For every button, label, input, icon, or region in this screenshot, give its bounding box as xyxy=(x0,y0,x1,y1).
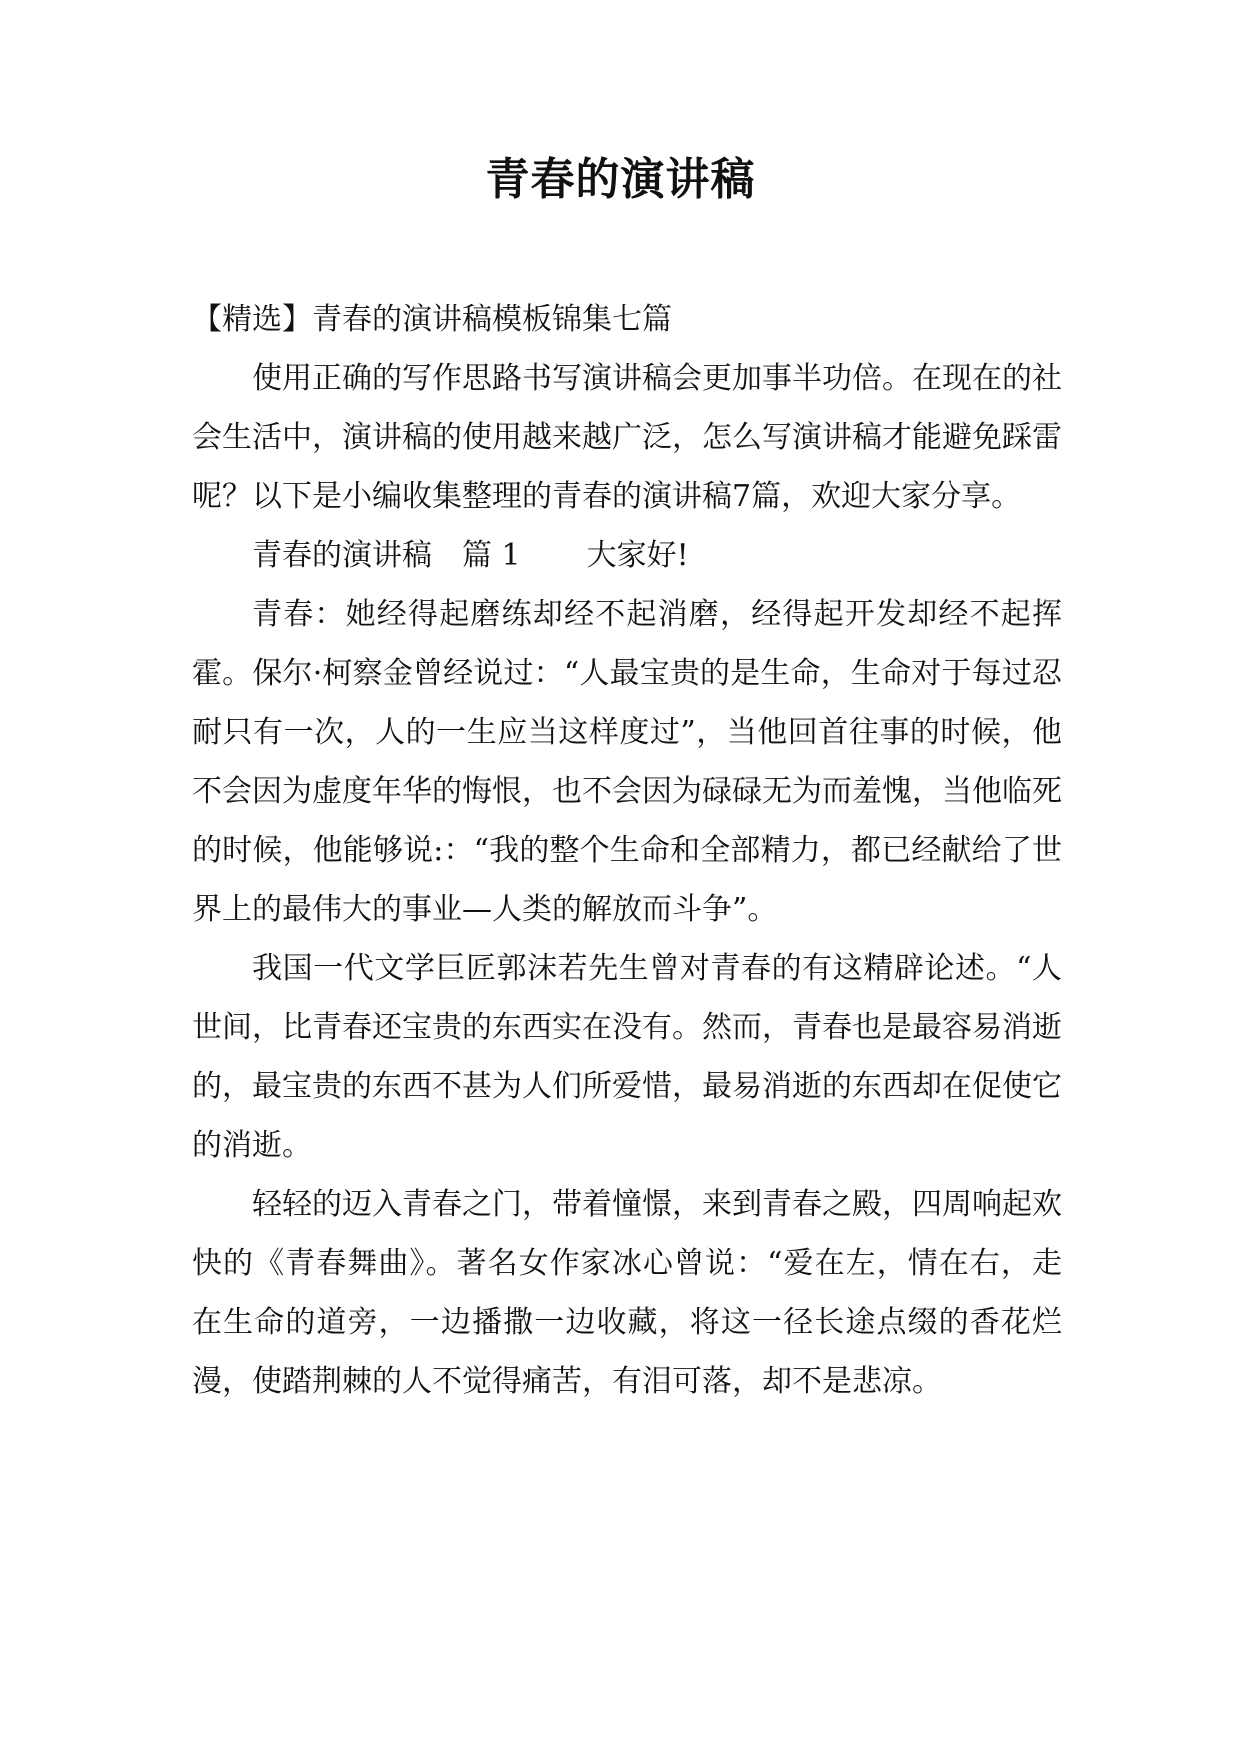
section-number: 篇 1 xyxy=(462,538,521,573)
document-title: 青春的演讲稿 xyxy=(485,154,756,205)
document-body xyxy=(192,290,1062,1411)
body-paragraph: 我国一代文学巨匠郭沫若先生曾对青春的有这精辟论述。“人世间，比青春还宝贵的东西实在没有。然而，青春也是最容易消逝的，最宝贵的东西不甚为人们所爱惜，最易消逝的东西却在促使它的消逝。 xyxy=(192,951,1062,1163)
body-paragraph: 青春：她经得起磨练却经不起消磨，经得起开发却经不起挥霍。保尔·柯察金曾经说过：“人最宝贵的是生命，生命对于每过忍耐只有一次，人的一生应当这样度过”，当他回首往事的时候，他不会因为虚度年华的悔恨，也不会因为碌碌无为而羞愧，当他临死的时候，他能够说:：“我的整个生命和全部精力，都已经献给了世界上的最伟大的事业—人类的解放而斗争”。 xyxy=(192,597,1062,927)
section-heading xyxy=(192,526,1062,585)
intro-paragraph: 使用正确的写作思路书写演讲稿会更加事半功倍。在现在的社会生活中，演讲稿的使用越来越广泛，怎么写演讲稿才能避免踩雷呢？以下是小编收集整理的青春的演讲稿7篇，欢迎大家分享。 xyxy=(192,361,1062,514)
section-name: 青春的演讲稿 xyxy=(252,538,432,573)
section-greeting: 大家好! xyxy=(586,538,689,573)
body-paragraph: 轻轻的迈入青春之门，带着憧憬，来到青春之殿，四周响起欢快的《青春舞曲》。著名女作家冰心曾说：“爱在左，情在右，走在生命的道旁，一边播撒一边收藏，将这一径长途点缀的香花烂漫，使踏荆棘的人不觉得痛苦，有泪可落，却不是悲凉。 xyxy=(192,1187,1062,1399)
document-subtitle: 【精选】青春的演讲稿模板锦集七篇 xyxy=(192,302,672,337)
